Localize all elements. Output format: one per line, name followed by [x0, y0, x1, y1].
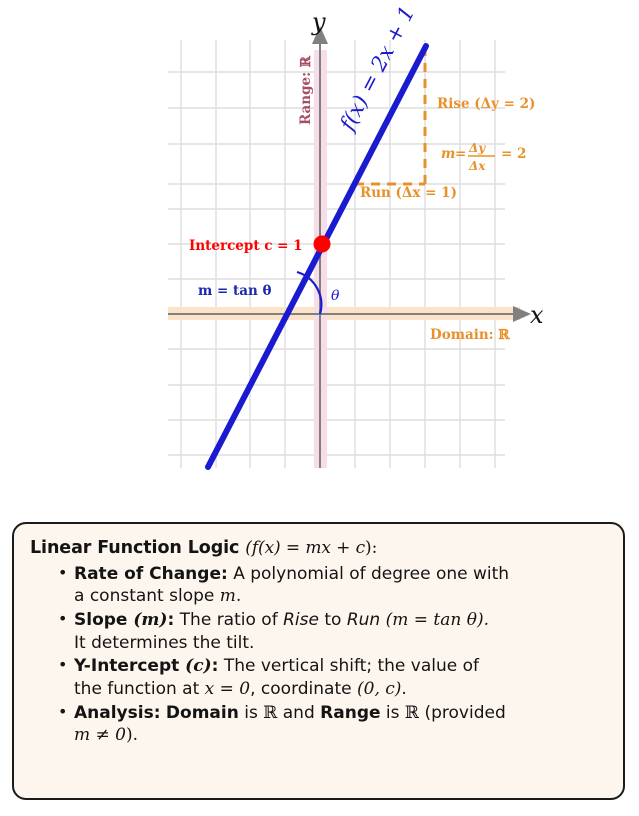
slope-ratio-denominator: Δx [469, 159, 486, 173]
rise-label: Rise (Δy = 2) [437, 96, 536, 112]
summary-title-text: Linear Function Logic [30, 538, 240, 558]
item-text-rate-of-change-line1: A polynomial of degree one with [233, 563, 510, 584]
item-text-y-intercept-line2-pre: the function at [74, 678, 205, 699]
x-axis-label: x [530, 301, 544, 329]
item-math-slope-m: m [219, 586, 236, 607]
item-text-slope-mid: to [318, 610, 347, 631]
item-text-analysis-mid3: is [380, 702, 405, 723]
slope-ratio-numerator: Δy [469, 141, 486, 155]
item-text-slope-pre: The ratio of [179, 610, 284, 631]
item-math-m-not-zero: m ≠ 0 [74, 725, 126, 746]
tan-theta-label: m = tan θ [198, 283, 272, 299]
summary-title [30, 538, 607, 560]
item-term-slope-pre: Slope [74, 610, 134, 631]
item-math-real-set-1: ℝ [263, 702, 278, 723]
slope-ratio-equals: = [455, 146, 467, 162]
item-term-y-intercept-post: : [211, 656, 219, 677]
intercept-point [314, 236, 331, 253]
item-term-y-intercept-math: (c) [185, 656, 212, 677]
list-item-analysis [58, 702, 607, 747]
theta-label: θ [331, 288, 340, 304]
item-text-analysis-range: Range [320, 702, 381, 723]
item-text-slope-em-rise: Rise [283, 610, 319, 631]
slope-ratio-result: = 2 [501, 146, 527, 162]
list-item-rate-of-change [58, 563, 607, 608]
item-text-analysis-domain: Domain [165, 702, 239, 723]
item-math-real-set-2: ℝ [404, 702, 420, 723]
function-label: f(x) = 2x + 1 [335, 2, 420, 135]
formula-body: f(x) = mx + c [251, 538, 366, 558]
item-text-analysis-line2-post: ). [126, 725, 139, 746]
domain-label: Domain: ℝ [430, 327, 510, 343]
summary-box [12, 522, 625, 800]
range-label: Range: ℝ [298, 55, 314, 125]
item-term-y-intercept-pre: Y-Intercept [74, 656, 186, 677]
formula-open: ( [245, 538, 252, 558]
run-label: Run (Δx = 1) [360, 185, 457, 201]
item-math-coordinate: (0, c) [357, 678, 402, 699]
list-item-slope [58, 609, 607, 654]
summary-title-formula [245, 538, 377, 558]
slope-ratio-m: m [441, 146, 456, 162]
list-item-y-intercept [58, 655, 607, 700]
item-text-analysis-post: (provided [419, 702, 506, 723]
item-term-analysis: Analysis: [74, 702, 161, 723]
item-term-rate-of-change: Rate of Change: [74, 563, 228, 584]
item-term-slope-math: (m) [133, 610, 168, 631]
formula-close: ): [365, 538, 378, 558]
item-text-y-intercept-line2-mid: , coordinate [250, 678, 357, 699]
item-text-rate-of-change-line2-pre: a constant slope [74, 586, 220, 607]
item-text-slope-line2: It determines the tilt. [74, 632, 255, 653]
item-math-x-equals-zero: x = 0 [204, 678, 251, 699]
summary-list [28, 563, 607, 747]
item-text-analysis-mid1: is [238, 702, 264, 723]
item-math-slope-tan: (m = tan θ). [380, 610, 490, 631]
item-text-slope-em-run: Run [346, 610, 381, 631]
slope-ratio-annotation [441, 141, 526, 173]
y-axis-label: y [312, 8, 326, 36]
intercept-label: Intercept c = 1 [189, 238, 303, 254]
item-term-slope-post: : [167, 610, 175, 631]
item-text-analysis-mid2: and [277, 702, 321, 723]
item-text-rate-of-change-line2-post: . [235, 586, 242, 607]
item-text-y-intercept-line2-post: . [401, 678, 407, 699]
item-text-y-intercept-line1: The vertical shift; the value of [223, 656, 480, 677]
